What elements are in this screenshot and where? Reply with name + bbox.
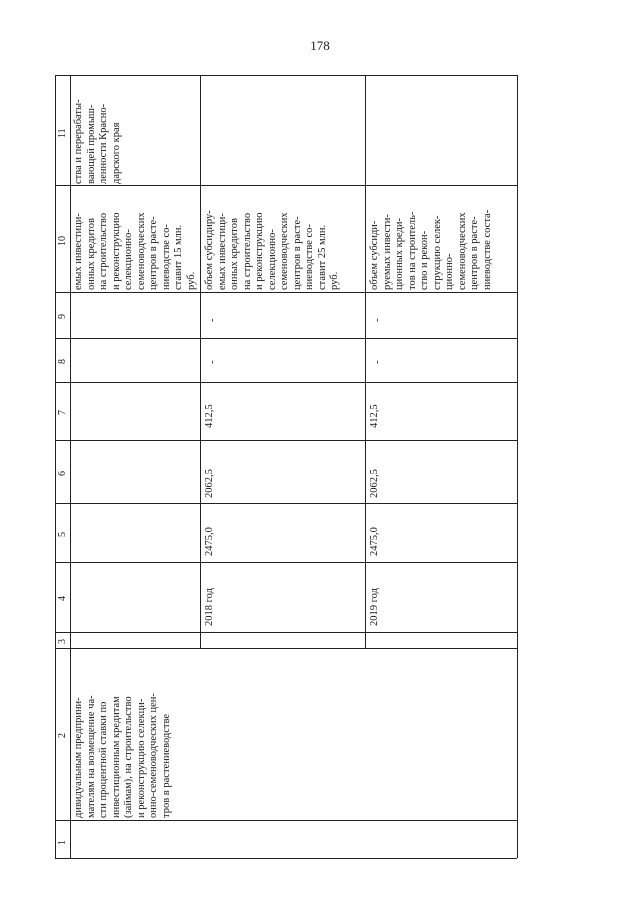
col-header-11: 11	[57, 128, 68, 138]
row-2018-col6: 2062,5	[204, 469, 215, 498]
row-2019-col6: 2062,5	[369, 469, 380, 498]
col-header-6: 6	[57, 471, 68, 476]
col-header-5: 5	[57, 532, 68, 537]
col-header-9: 9	[57, 314, 68, 319]
col10-continuation: емых инвестици- онных кредитов на строительство и реконструкцию селекционно- семеноводческих центров в расте- ниеводстве со- ставит 15 млн. руб.	[73, 212, 197, 290]
row-2018-col5: 2475,0	[204, 527, 215, 556]
col-header-2: 2	[57, 733, 68, 738]
row-2018-col8: -	[206, 360, 218, 364]
row-2018-col7: 412,5	[204, 404, 215, 428]
col-header-3: 3	[57, 639, 68, 644]
row-2019-col7: 412,5	[369, 404, 380, 428]
col-header-7: 7	[57, 410, 68, 415]
row-2019-col10: объем субсиди- руемых инвести- ционных креди- тов на строитель- ство и рекон- струкцию селек- ционно- семеноводческих центров в расте- ниеводстве соста-	[369, 209, 493, 290]
col-header-4: 4	[57, 596, 68, 601]
col-header-8: 8	[57, 359, 68, 364]
col-header-1: 1	[57, 840, 68, 845]
col2-text: дивидуальным предприни- мателям на возмещение ча- сти процентной ставки по инвестиционным кредитам (займам), на строительство и реконструкцию селекци- онно-семеноводческих цен- тров в растениеводстве	[73, 693, 172, 818]
row-2019-year: 2019 год	[369, 588, 380, 626]
row-2019-col5: 2475,0	[369, 527, 380, 556]
col11-text: ства и перерабаты- вающей промыш- ленности Красно- дарского края	[73, 99, 122, 184]
row-2018-col9: -	[206, 318, 218, 322]
row-2018-year: 2018 год	[204, 588, 215, 626]
col-header-10: 10	[57, 236, 68, 246]
row-2018-col10: объем субсидиру- емых инвестици- онных кредитов на строительство и реконструкцию селекционно- семеноводческих центров в расте- ниеводстве со- ставит 25 млн. руб.	[204, 210, 340, 290]
row-2019-col8: -	[371, 360, 383, 364]
row-2019-col9: -	[371, 318, 383, 322]
page-number: 178	[310, 38, 330, 53]
